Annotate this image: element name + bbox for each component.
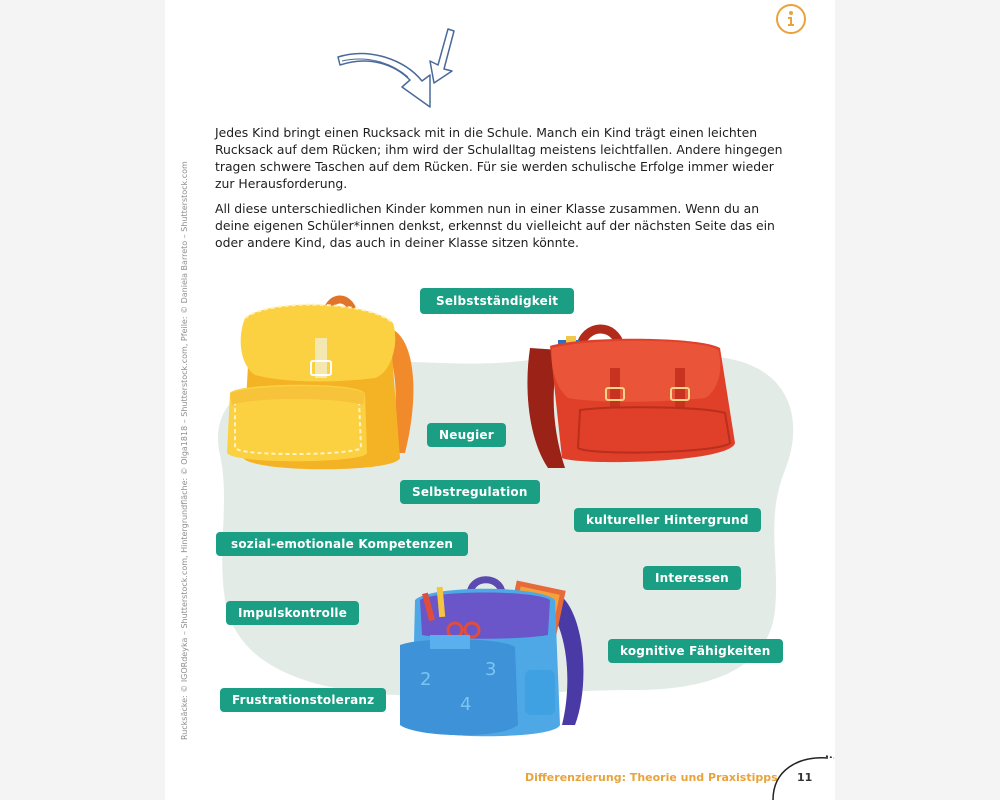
tag-kognitive-faehigkeiten: kognitive Fähigkeiten [608,639,783,663]
footer-title: Differenzierung: Theorie und Praxistipps [525,771,778,784]
image-credit: Rucksäcke: © IGORdeyka – Shutterstock.com, Hintergrundfläche: © Olga1818 – Shutterstock.com, Pfeile: © Daniela Barreto – Shutterstock.com [180,161,189,740]
red-satchel-image [520,318,740,478]
tag-selbststaendigkeit: Selbstständigkeit [420,288,574,314]
tag-kultureller-hintergrund: kultureller Hintergrund [574,508,761,532]
tag-frustrationstoleranz: Frustrationstoleranz [220,688,386,712]
svg-text:2: 2 [420,669,432,690]
intro-paragraph-2: All diese unterschiedlichen Kinder kommen nun in einer Klasse zusammen. Wenn du an deine eigenen Schüler*innen denkst, erkennst du vielleicht auf der nächsten Seite das ein oder andere Kind, das auch in deiner Klasse sitzen könnte. [215,201,775,250]
tag-selbstregulation: Selbstregulation [400,480,540,504]
yellow-backpack-image [215,283,425,483]
hand-drawn-arrows-icon [330,25,460,115]
page [165,0,835,800]
intro-paragraph-1: Jedes Kind bringt einen Rucksack mit in die Schule. Manch ein Kind trägt einen leichten Rucksack auf dem Rücken; ihm wird der Schulalltag meistens leichtfallen. Andere hingegen tragen schwere Taschen auf dem Rücken. Für sie werden schulische Erfolge immer wieder zur Herausforderung. [215,125,783,191]
blue-backpack-image [390,575,590,745]
svg-text:4: 4 [460,694,472,715]
tag-interessen: Interessen [643,566,741,590]
tag-neugier: Neugier [427,423,506,447]
tag-impulskontrolle: Impulskontrolle [226,601,359,625]
svg-text:3: 3 [485,659,497,680]
info-icon[interactable] [776,4,806,34]
page-number: 11 [797,771,813,784]
tag-sozial-emotionale-kompetenzen: sozial-emotionale Kompetenzen [216,532,468,556]
